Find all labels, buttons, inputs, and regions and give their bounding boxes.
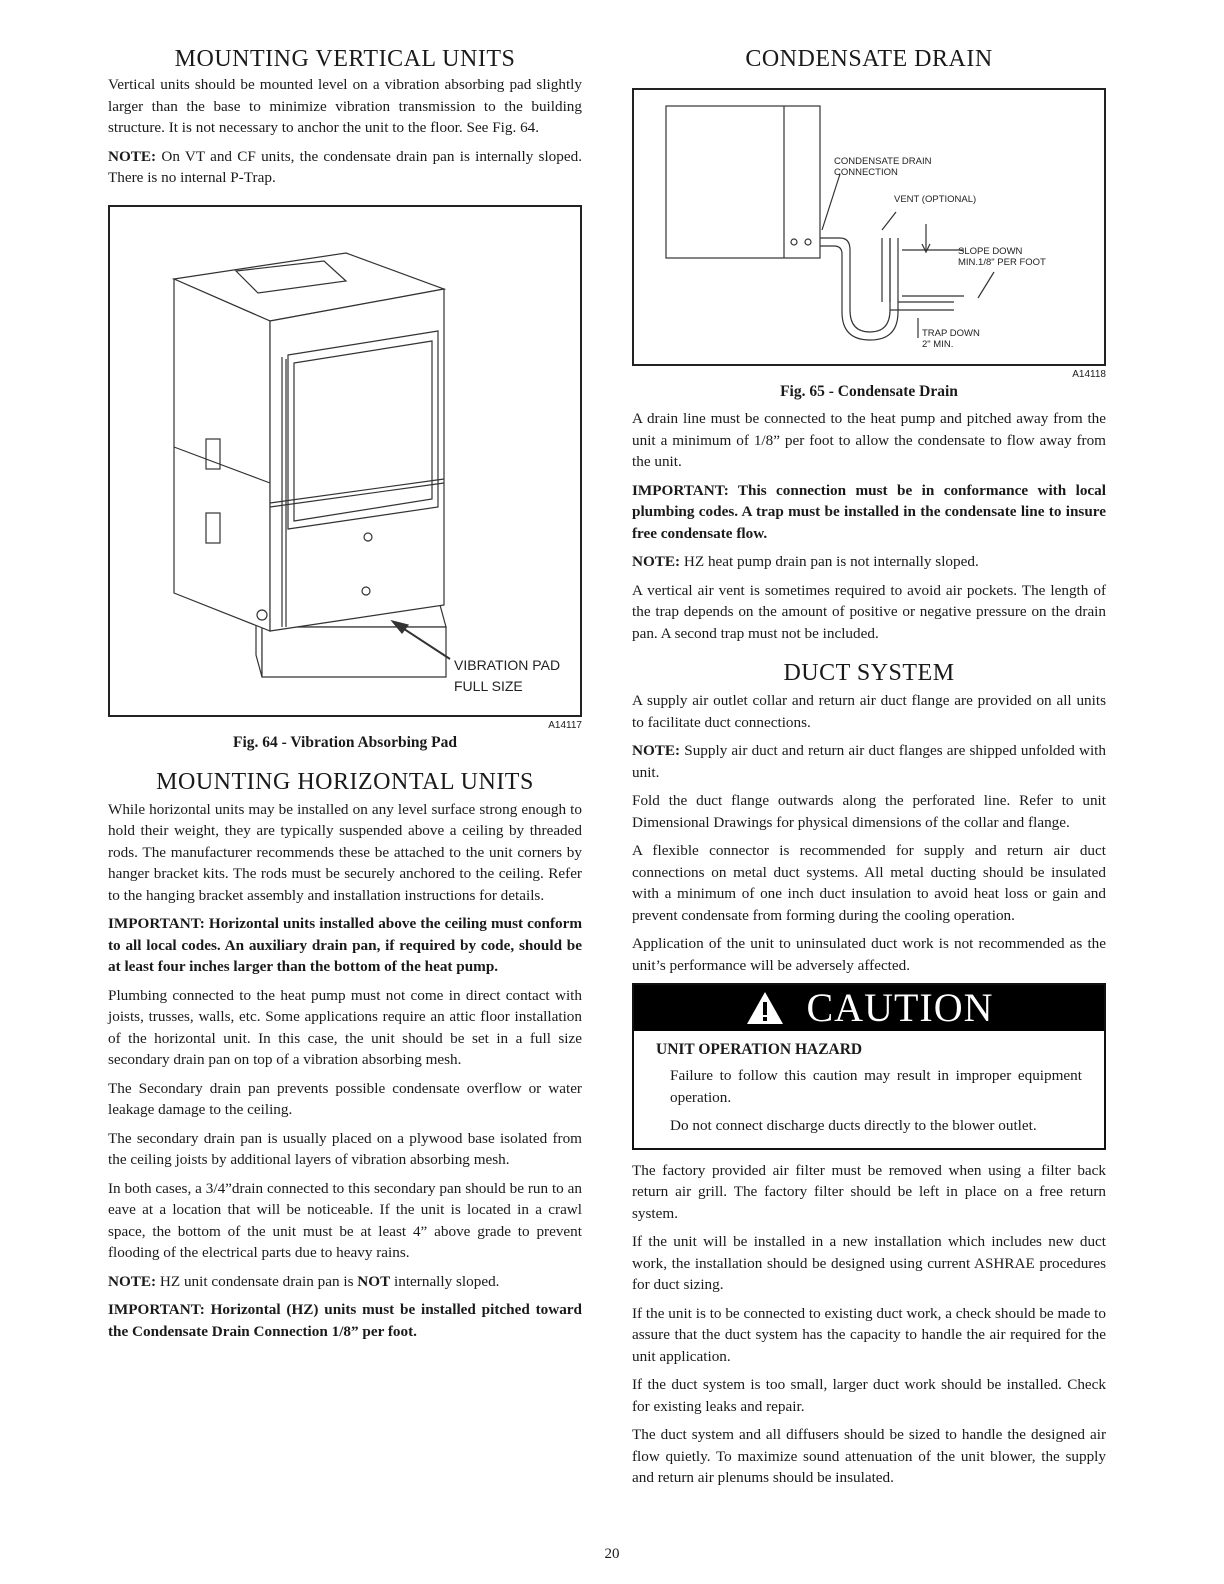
paragraph: The secondary drain pan is usually placed on a plywood base isolated from the ceiling joists by additional layers of vibration absorbing mesh. <box>108 1129 582 1168</box>
label-trap-line1: TRAP DOWN <box>922 328 980 339</box>
paragraph: While horizontal units may be installed on any level surface strong enough to hold their weight, they are typically suspended above a ceiling by threaded rods. The manufacturer recommends these be attached to the unit corners by hanger bracket kits. The rods must be securely anchored to the ceiling. Refer to the hanging bracket assembly and installation instructions for details. <box>108 800 582 904</box>
paragraph: A drain line must be connected to the heat pump and pitched away from the unit a minimum of 1/8” per foot to allow the condensate to flow away from the unit. <box>632 410 1106 470</box>
label-trap <box>922 328 980 350</box>
section-title-condensate-drain: CONDENSATE DRAIN <box>745 46 993 72</box>
important-paragraph: IMPORTANT: This connection must be in conformance with local plumbing codes. A trap must be installed in the condensate line to insure free condensate flow. <box>632 481 1106 542</box>
section-title-mounting-horizontal: MOUNTING HORIZONTAL UNITS <box>156 768 534 795</box>
paragraph: The duct system and all diffusers should be sized to handle the designed air flow quietly. To maximize sound attenuation of the unit blower, the supply and return air plenums should be insulated. <box>632 1426 1106 1486</box>
label-drain-connection <box>834 156 931 178</box>
paragraph: In both cases, a 3/4”drain connected to this secondary pan should be run to an eave at a location that will be noticeable. If the unit is located in a crawl space, the bottom of the unit must be at least 4” above grade to prevent flooding of the electrical parts due to heavy rains. <box>108 1179 582 1261</box>
note-text: HZ unit condensate drain pan is <box>156 1272 358 1290</box>
note-paragraph <box>632 551 1106 573</box>
label-slope-line1: SLOPE DOWN <box>958 246 1023 257</box>
figure-65 <box>632 88 1106 366</box>
paragraph: Vertical units should be mounted level on a vibration absorbing pad slightly larger than the base to minimize vibration transmission to the building structure. It is not necessary to anchor the unit to the floor. See Fig. 64. <box>108 76 582 136</box>
paragraph: If the unit is to be connected to existing duct work, a check should be made to assure that the duct system has the capacity to handle the air required for the unit application. <box>632 1304 1106 1365</box>
caution-subtitle: UNIT OPERATION HAZARD <box>656 1041 863 1058</box>
paragraph: A vertical air vent is sometimes required to avoid air pockets. The length of the trap depends on the amount of positive or negative pressure on the drain pan. A second trap must not be included. <box>632 581 1106 642</box>
note-text: internally sloped. <box>390 1272 500 1290</box>
caution-title: CAUTION <box>806 985 994 1030</box>
note-emphasis: NOT <box>357 1272 391 1290</box>
caution-paragraph: Do not connect discharge ducts directly to the blower outlet. <box>670 1117 1037 1134</box>
figure-id: A14118 <box>1072 369 1106 380</box>
label-trap-line2: 2" MIN. <box>922 339 954 350</box>
note-paragraph <box>108 1271 582 1293</box>
note-label: NOTE: <box>632 742 681 759</box>
warning-triangle-icon <box>745 990 785 1026</box>
vibration-pad-label-line2: FULL SIZE <box>454 677 523 694</box>
section-title-duct-system: DUCT SYSTEM <box>783 660 955 686</box>
vertical-unit-illustration <box>110 207 580 715</box>
figure-64 <box>108 205 582 717</box>
caution-paragraph: Failure to follow this caution may result in improper equipment operation. <box>670 1067 1082 1106</box>
vibration-pad-label <box>454 655 560 697</box>
note-label: NOTE: <box>632 553 681 570</box>
paragraph: If the unit will be installed in a new installation which includes new duct work, the installation should be designed using current ASHRAE procedures for duct sizing. <box>632 1233 1106 1293</box>
paragraph: Fold the duct flange outwards along the perforated line. Refer to unit Dimensional Drawings for physical dimensions of the collar and flange. <box>632 792 1106 831</box>
label-drain-connection-line2: CONNECTION <box>834 167 898 178</box>
figure-id: A14117 <box>548 719 582 731</box>
note-text: HZ heat pump drain pan is not internally sloped. <box>680 553 979 570</box>
note-paragraph <box>108 146 582 189</box>
paragraph: A supply air outlet collar and return air duct flange are provided on all units to facilitate duct connections. <box>632 692 1106 731</box>
note-text: Supply air duct and return air duct flanges are shipped unfolded with unit. <box>632 742 1106 781</box>
paragraph: The factory provided air filter must be removed when using a filter back return air grill. The factory filter should be left in place on a free return system. <box>632 1161 1106 1222</box>
paragraph: A flexible connector is recommended for supply and return air duct connections on metal duct systems. All metal ducting should be insulated with a minimum of one inch duct insulation to avoid heat loss or gain and prevent condensate from forming during the cooling operation. <box>632 842 1106 924</box>
vibration-pad-label-line1: VIBRATION PAD <box>454 656 561 673</box>
note-label: NOTE: <box>108 1272 157 1290</box>
left-column <box>108 44 582 1349</box>
important-paragraph: IMPORTANT: Horizontal units installed above the ceiling must conform to all local codes. An auxiliary drain pan, if required by code, should be at least four inches larger than the bottom of the heat pump. <box>108 915 582 975</box>
caution-body <box>634 1031 1104 1148</box>
label-slope-line2: MIN.1/8" PER FOOT <box>958 257 1046 268</box>
figure-caption: Fig. 65 - Condensate Drain <box>780 383 958 400</box>
label-drain-connection-line1: CONDENSATE DRAIN <box>834 156 932 167</box>
note-paragraph <box>632 740 1106 783</box>
label-slope <box>958 246 1046 268</box>
figure-caption: Fig. 64 - Vibration Absorbing Pad <box>233 733 457 751</box>
condensate-drain-diagram <box>634 90 1104 364</box>
section-title-mounting-vertical: MOUNTING VERTICAL UNITS <box>174 46 516 72</box>
right-column <box>632 44 1106 1496</box>
important-paragraph: IMPORTANT: Horizontal (HZ) units must be installed pitched toward the Condensate Drain Connection 1/8” per foot. <box>108 1301 582 1340</box>
paragraph: If the duct system is too small, larger duct work should be installed. Check for existing leaks and repair. <box>632 1376 1106 1415</box>
caution-box <box>632 983 1106 1150</box>
paragraph: The Secondary drain pan prevents possible condensate overflow or water leakage damage to the ceiling. <box>108 1079 582 1118</box>
paragraph: Application of the unit to uninsulated duct work is not recommended as the unit’s performance will be adversely affected. <box>632 935 1106 974</box>
page-number: 20 <box>604 1546 620 1562</box>
caution-header <box>634 985 1104 1031</box>
note-text: On VT and CF units, the condensate drain pan is internally sloped. There is no internal P-Trap. <box>108 147 582 186</box>
label-vent: VENT (OPTIONAL) <box>894 194 977 205</box>
paragraph: Plumbing connected to the heat pump must not come in direct contact with joists, trusses, walls, etc. Some applications require an attic floor installation of the horizontal unit. In this case, the unit should be set in a full size secondary drain pan on top of a vibration absorbing mesh. <box>108 986 582 1068</box>
note-label: NOTE: <box>108 147 157 165</box>
